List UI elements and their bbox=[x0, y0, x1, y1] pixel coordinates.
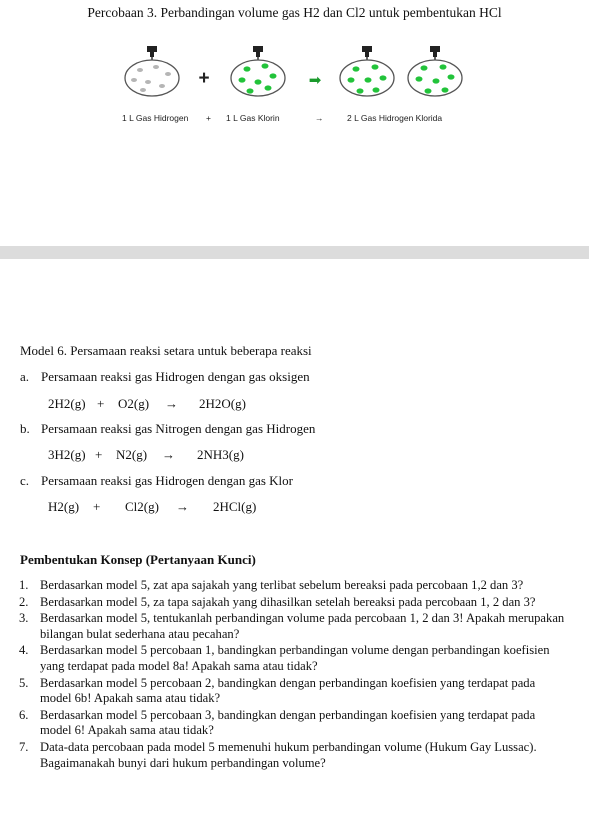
equation-product: 2NH3(g) bbox=[197, 447, 244, 462]
section-divider bbox=[0, 246, 589, 259]
list-item bbox=[19, 675, 566, 707]
question-number: 1. bbox=[19, 578, 29, 592]
equation-reactant: H2(g) bbox=[48, 499, 80, 514]
hydrogen-chloride-flask-icon bbox=[408, 46, 462, 96]
item-description: Persamaan reaksi gas Hidrogen dengan gas oksigen bbox=[41, 369, 310, 384]
equation-reactant: 2H2(g) bbox=[48, 396, 86, 411]
question-number: 3. bbox=[19, 611, 29, 626]
equation-arrow: → bbox=[176, 499, 189, 514]
caption-plus: + bbox=[206, 113, 211, 123]
equation-plus: + bbox=[95, 447, 103, 462]
question-text: Data-data percobaan pada model 5 memenuhi hukum perbandingan volume (Hukum Gay Lussac). Bagaimanakah bunyi dari hukum perbandingan volume? bbox=[40, 739, 537, 770]
list-item bbox=[19, 739, 566, 771]
item-description: Persamaan reaksi gas Hidrogen dengan gas Klor bbox=[41, 473, 293, 488]
list-item bbox=[19, 578, 566, 594]
plus-sign: + bbox=[198, 68, 210, 89]
question-number: 4. bbox=[19, 643, 29, 658]
caption-chlorine: 1 L Gas Klorin bbox=[226, 113, 280, 123]
list-item bbox=[19, 643, 566, 674]
equation-arrow: → bbox=[162, 447, 175, 462]
caption-hydrogen: 1 L Gas Hidrogen bbox=[122, 113, 189, 123]
key-questions-list bbox=[0, 578, 589, 772]
chlorine-flask-icon bbox=[231, 46, 285, 96]
equation-product: 2H2O(g) bbox=[199, 396, 246, 411]
list-item bbox=[19, 611, 566, 642]
equation-product: 2HCl(g) bbox=[213, 499, 257, 514]
question-text: Berdasarkan model 5 percobaan 2, bandingkan dengan perbandingan koefisien yang terdapat pada model 6b! Apakah sama atau tidak? bbox=[40, 675, 536, 706]
caption-arrow: → bbox=[315, 113, 324, 123]
question-number: 7. bbox=[19, 739, 29, 754]
equation-reactant: O2(g) bbox=[118, 396, 150, 411]
question-text: Berdasarkan model 5, tentukanlah perbandingan volume pada percobaan 1, 2 dan 3! Apakah merupakan bilangan bulat sederhana atau pecahan? bbox=[40, 611, 565, 641]
question-text: Berdasarkan model 5, zat apa sajakah yang terlibat sebelum bereaksi pada percobaan 1,2 dan 3? bbox=[40, 578, 524, 592]
question-text: Berdasarkan model 5 percobaan 3, bandingkan dengan perbandingan koefisien yang terdapat pada model 6! Apakah sama atau tidak? bbox=[40, 707, 536, 738]
reaction-arrow: ➡ bbox=[308, 71, 322, 89]
equation-reactant: N2(g) bbox=[116, 447, 148, 462]
equation-reactant: 3H2(g) bbox=[48, 447, 86, 462]
question-number: 6. bbox=[19, 707, 29, 722]
model6-title: Model 6. Persamaan reaksi setara untuk beberapa reaksi bbox=[20, 343, 312, 358]
item-description: Persamaan reaksi gas Nitrogen dengan gas Hidrogen bbox=[41, 421, 316, 436]
question-number: 5. bbox=[19, 675, 29, 690]
equation-plus: + bbox=[97, 396, 105, 411]
question-text: Berdasarkan model 5 percobaan 1, bandingkan perbandingan volume dengan perbandingan koefisien yang terdapat pada model 8a! Apakah sama atau tidak? bbox=[40, 643, 550, 673]
question-number: 2. bbox=[19, 594, 29, 609]
equation-plus: + bbox=[93, 499, 101, 514]
concept-heading: Pembentukan Konsep (Pertanyaan Kunci) bbox=[20, 552, 256, 567]
equation-reactant: Cl2(g) bbox=[125, 499, 159, 514]
question-text: Berdasarkan model 5, za tapa sajakah yang dihasilkan setelah bereaksi pada percobaan 1, 2 dan 3? bbox=[40, 594, 536, 609]
experiment-title: Percobaan 3. Perbandingan volume gas H2 dan Cl2 untuk pembentukan HCl bbox=[87, 5, 502, 20]
equation-arrow: → bbox=[165, 396, 178, 411]
caption-product: 2 L Gas Hidrogen Klorida bbox=[347, 113, 443, 123]
list-item bbox=[19, 707, 566, 739]
hydrogen-chloride-flask-icon bbox=[340, 46, 394, 96]
item-letter: a. bbox=[20, 369, 30, 384]
item-letter: c. bbox=[20, 473, 30, 488]
hydrogen-flask-icon bbox=[125, 46, 179, 96]
list-item bbox=[19, 594, 566, 611]
item-letter: b. bbox=[20, 421, 30, 436]
